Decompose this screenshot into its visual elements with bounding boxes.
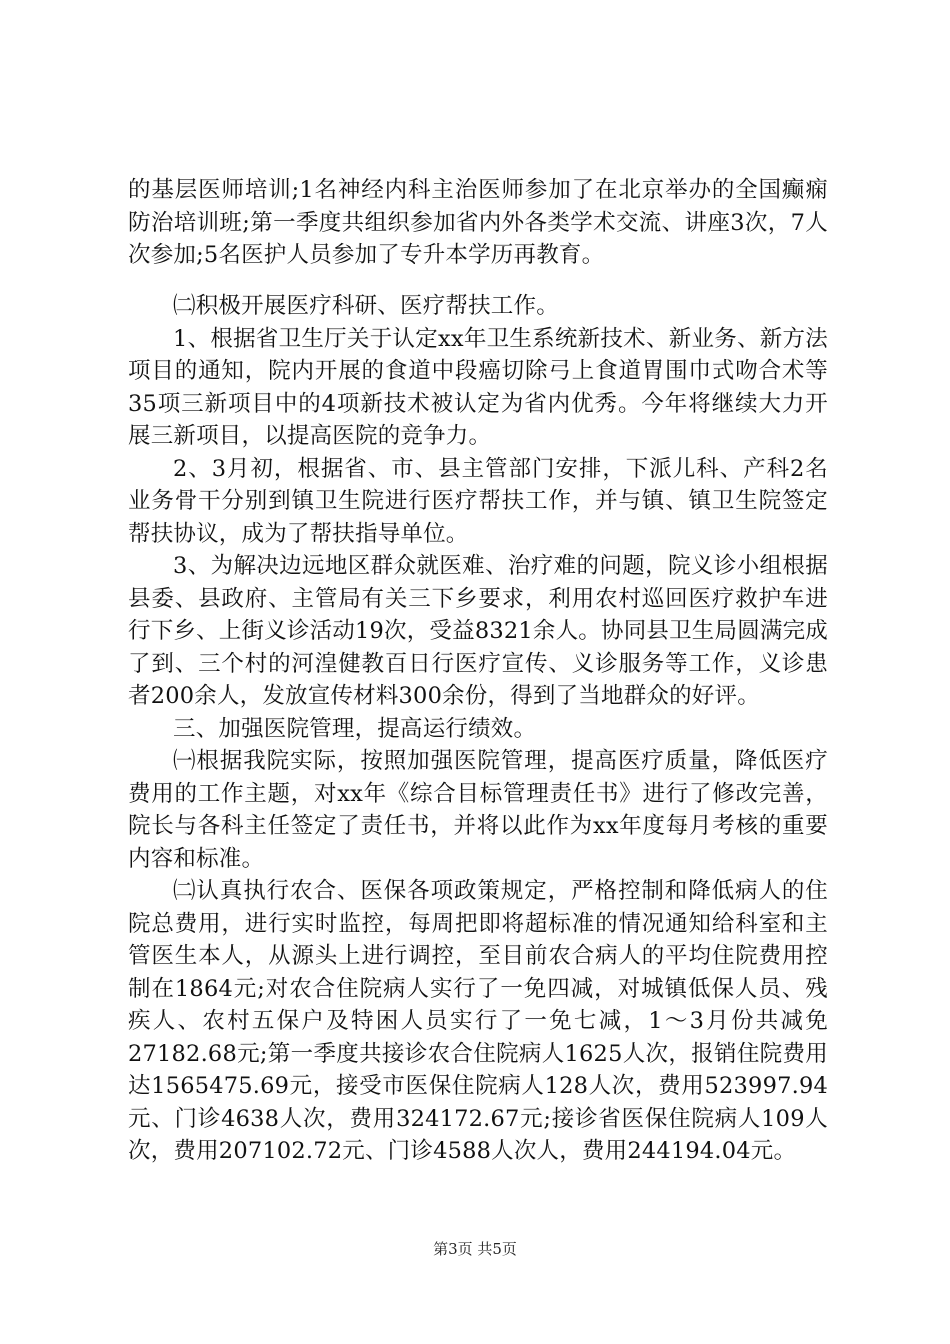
continued-paragraph: 的基层医师培训;1名神经内科主治医师参加了在北京举办的全国癫痫防治培训班;第一季度共组织参加省内外各类学术交流、讲座3次，7人次参加;5名医护人员参加了专升本学历再教育。	[128, 177, 828, 268]
main-text-block	[128, 290, 828, 1168]
section-heading-research: ㈡积极开展医疗科研、医疗帮扶工作。	[173, 293, 559, 319]
paragraph-insurance-policy: ㈡认真执行农合、医保各项政策规定，严格控制和降低病人的住院总费用，进行实时监控，每周把即将超标准的情况通知给科室和主管医生本人，从源头上进行调控，至目前农合病人的平均住院费用控制在1864元;对农合住院病人实行了一免四减，对城镇低保人员、残疾人、农村五保户及特困人员实行了一免七减，1～3月份共减免27182.68元;第一季度共接诊农合住院病人1625人次，报销住院费用达1565475.69元，接受市医保住院病人128人次，费用523997.94元、门诊4638人次，费用324172.67元;接诊省医保住院病人109人次，费用207102.72元、门诊4588人次人，费用244194.04元。	[128, 878, 828, 1164]
paragraph-free-clinic: 3、为解决边远地区群众就医难、治疗难的问题，院义诊小组根据县委、县政府、主管局有关三下乡要求，利用农村巡回医疗救护车进行下乡、上街义诊活动19次，受益8321余人。协同县卫生局圆满完成了到、三个村的河湟健教百日行医疗宣传、义诊服务等工作，义诊患者200余人，发放宣传材料300余份，得到了当地群众的好评。	[128, 553, 828, 709]
paragraph-new-technology: 1、根据省卫生厅关于认定xx年卫生系统新技术、新业务、新方法项目的通知，院内开展的食道中段癌切除弓上食道胃围巾式吻合术等35项三新项目中的4项新技术被认定为省内优秀。今年将继续大力开展三新项目，以提高医院的竞争力。	[128, 325, 828, 449]
continued-text-block	[128, 174, 828, 272]
paragraph-medical-assistance: 2、3月初，根据省、市、县主管部门安排，下派儿科、产科2名业务骨干分别到镇卫生院进行医疗帮扶工作，并与镇、镇卫生院签定帮扶协议，成为了帮扶指导单位。	[128, 455, 828, 547]
section-heading-management: 三、加强医院管理，提高运行绩效。	[173, 715, 537, 742]
paragraph-target-management: ㈠根据我院实际，按照加强医院管理，提高医疗质量，降低医疗费用的工作主题，对xx年《综合目标管理责任书》进行了修改完善，院长与各科主任签定了责任书，并将以此作为xx年度每月考核的重要内容和标准。	[128, 748, 828, 872]
page-footer: 第3页 共5页	[433, 1240, 517, 1258]
